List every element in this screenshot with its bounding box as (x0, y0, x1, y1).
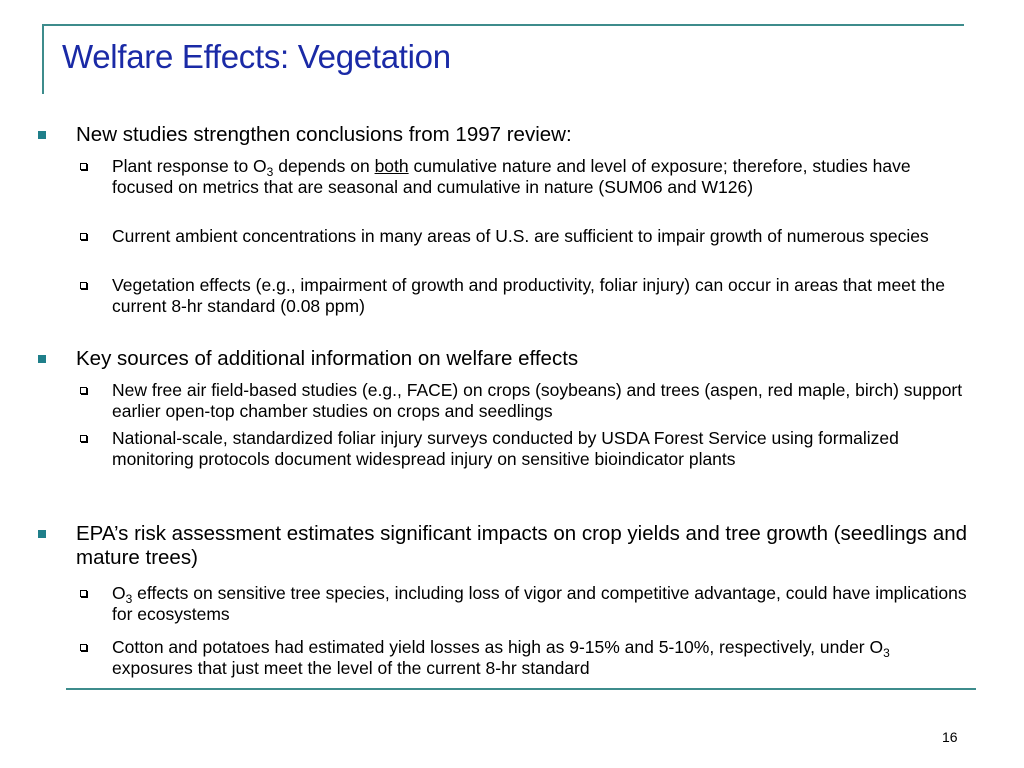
frame-bottom-rule (66, 688, 976, 690)
sub-bullet-2-1 (112, 380, 972, 422)
subscript-3: 3 (266, 165, 274, 179)
subscript-3: 3 (125, 592, 133, 606)
bullet-1-text: New studies strengthen conclusions from 1997 review: (76, 123, 572, 146)
hollow-square-bullet-icon (80, 282, 87, 289)
bullet-2 (76, 347, 976, 371)
sub-bullet-3-2-text-b: exposures that just meet the level of the current 8-hr standard (112, 658, 590, 678)
square-bullet-icon (38, 131, 46, 139)
sub-bullet-1-2-text: Current ambient concentrations in many areas of U.S. are sufficient to impair growth of numerous species (112, 226, 929, 246)
sub-bullet-1-3 (112, 275, 972, 317)
slide-title: Welfare Effects: Vegetation (62, 38, 451, 75)
sub-bullet-1-3-text: Vegetation effects (e.g., impairment of growth and productivity, foliar injury) can occur in areas that meet the current 8-hr standard (0.08 ppm) (112, 275, 945, 316)
sub-bullet-1-1-text-a: Plant response to O (112, 156, 267, 176)
sub-bullet-1-2 (112, 226, 972, 247)
hollow-square-bullet-icon (80, 233, 87, 240)
sub-bullet-1-1-text-b: depends on (273, 156, 375, 176)
underlined-word-both: both (374, 156, 409, 176)
sub-bullet-2-1-text: New free air field-based studies (e.g., FACE) on crops (soybeans) and trees (aspen, red maple, birch) support earlier open-top chamber studies on crops and seedlings (112, 380, 963, 421)
bullet-1 (76, 123, 976, 147)
sub-bullet-2-2 (112, 428, 972, 470)
page-number: 16 (942, 729, 958, 745)
sub-bullet-1-1-text-c: cumulative nature and level of exposure; therefore, studies have focused on metrics that are seasonal and cumulative in nature (SUM06 and W126) (112, 156, 911, 197)
subscript-3: 3 (883, 646, 890, 660)
hollow-square-bullet-icon (80, 435, 87, 442)
hollow-square-bullet-icon (80, 644, 87, 651)
hollow-square-bullet-icon (80, 163, 87, 170)
sub-bullet-3-2 (112, 637, 972, 679)
sub-bullet-3-1-text-a: O (112, 583, 126, 603)
bullet-3 (76, 522, 976, 570)
bullet-3-text: EPA’s risk assessment estimates significant impacts on crop yields and tree growth (seedlings and mature trees) (76, 522, 968, 569)
hollow-square-bullet-icon (80, 590, 87, 597)
frame-left-rule (42, 24, 44, 94)
frame-top-rule (42, 24, 964, 26)
sub-bullet-3-1 (112, 583, 972, 625)
sub-bullet-3-2-text-a: Cotton and potatoes had estimated yield losses as high as 9-15% and 5-10%, respectively, under O (112, 637, 884, 657)
bullet-2-text: Key sources of additional information on welfare effects (76, 347, 579, 370)
sub-bullet-2-2-text: National-scale, standardized foliar injury surveys conducted by USDA Forest Service using formalized monitoring protocols document widespread injury on sensitive bioindicator plants (112, 428, 899, 469)
hollow-square-bullet-icon (80, 387, 87, 394)
square-bullet-icon (38, 530, 46, 538)
sub-bullet-1-1 (112, 156, 972, 198)
sub-bullet-3-1-text-b: effects on sensitive tree species, including loss of vigor and competitive advantage, could have implications for ecosystems (112, 583, 967, 624)
square-bullet-icon (38, 355, 46, 363)
